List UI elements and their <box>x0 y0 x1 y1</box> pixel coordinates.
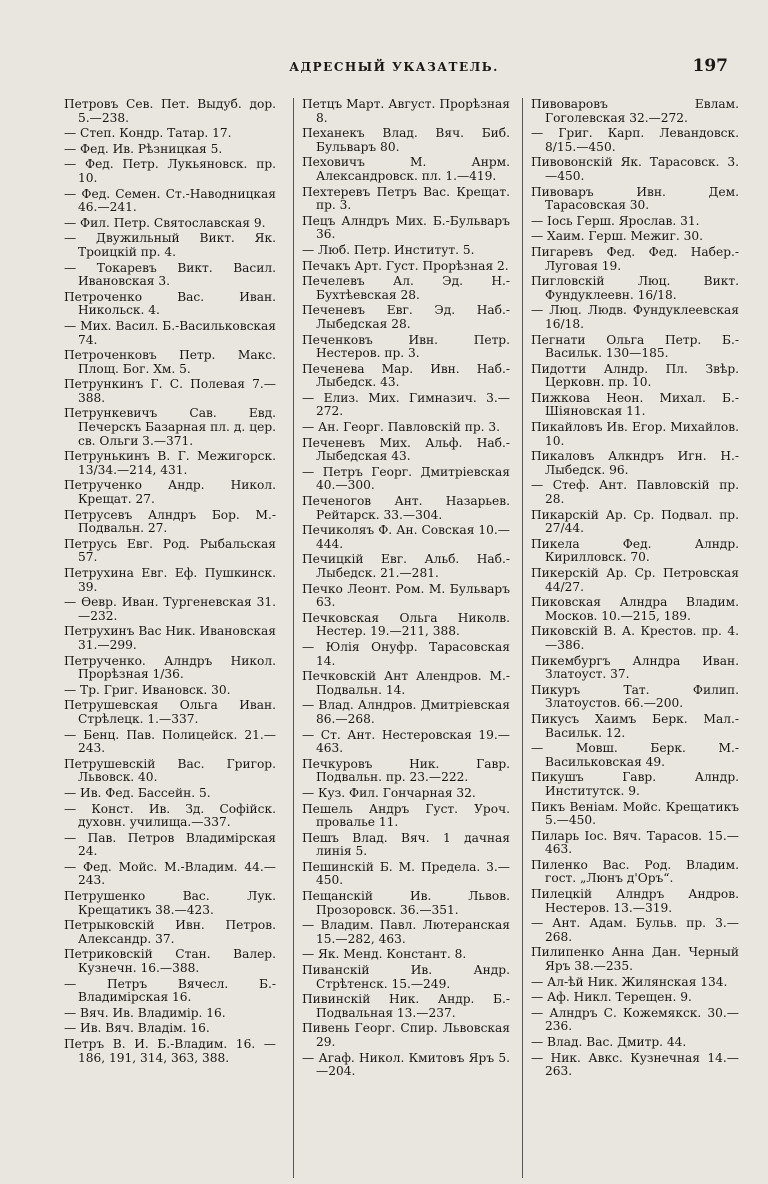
directory-entry: — Ив. Вяч. Владім. 16. <box>64 1021 210 1036</box>
directory-entry: Пеховичъ М. Анрм. Александровск. пл. 1.—419. <box>302 155 510 183</box>
directory-entry: Пехтеревъ Петръ Вас. Крещат. пр. 3. <box>302 184 510 213</box>
directory-entry: Печеногов Ант. Назарьев. Рейтарск. 33.—304. <box>302 494 510 522</box>
directory-entry: — Вяч. Ив. Владимір. 16. <box>64 1005 226 1020</box>
directory-entry: Пивоваровъ Евлам. Гоголевская 32.—272. <box>531 98 739 125</box>
directory-entry: Печко Леонт. Ром. М. Бульваръ 63. <box>302 581 510 610</box>
directory-entry: — Фед. Семен. Ст.-Наводницкая 46.—241. <box>64 186 276 215</box>
directory-entry: Петроченковъ Петр. Макс. Площ. Бог. Хм. 5. <box>64 348 276 376</box>
directory-entry: Петрункевичъ Сав. Евд. Печерскъ Базарная пл. д. цер. св. Ольги 3.—371. <box>64 406 276 448</box>
directory-entry: — Тр. Григ. Ивановск. 30. <box>64 682 231 697</box>
directory-entry: Пикайловъ Ив. Егор. Михайлов. 10. <box>531 420 739 448</box>
directory-entry: Пикуръ Тат. Филип. Златоустов. 66.—200. <box>531 682 739 711</box>
directory-entry: Пивень Георг. Спир. Львовская 29. <box>302 1021 510 1049</box>
directory-entry: Петрушевская Ольга Иван. Стрѣлецк. 1.—337. <box>64 698 276 726</box>
directory-entry: — Люц. Людв. Фундуклеевская 16/18. <box>531 303 739 331</box>
column-3 <box>522 98 739 1178</box>
directory-entry: — Елиз. Мих. Гимназич. 3.—272. <box>302 390 510 419</box>
directory-entry: Пиковскій В. А. Крестов. пр. 4.—386. <box>531 624 739 652</box>
directory-entry: Пикъ Веніам. Мойс. Крещатикъ 5.—450. <box>531 799 739 828</box>
directory-entry: — Ник. Авкс. Кузнечная 14.—263. <box>531 1050 739 1079</box>
directory-entry: — Степ. Кондр. Татар. 17. <box>64 126 232 141</box>
directory-entry: — Хаим. Герш. Межиг. 30. <box>531 229 704 244</box>
directory-entry: Пикерскій Ар. Ср. Петровская 44/27. <box>531 566 739 594</box>
directory-entry: Пеханекъ Влад. Вяч. Биб. Бульваръ 80. <box>302 126 510 154</box>
directory-entry: — Двужильный Викт. Як. Троицкій пр. 4. <box>64 231 276 259</box>
directory-entry: Печенковъ Ивн. Петр. Нестеров. пр. 3. <box>302 332 510 361</box>
directory-entry: Пикаловъ Алкндръ Игн. Н.-Лыбедск. 96. <box>531 449 739 477</box>
directory-entry: — Ант. Адам. Бульв. пр. 3.—268. <box>531 916 739 944</box>
directory-entry: — Люб. Петр. Институт. 5. <box>302 242 475 257</box>
directory-entry: Петрухинъ Вас Ник. Ивановская 31.—299. <box>64 624 276 652</box>
directory-entry: — Як. Менд. Констант. 8. <box>302 947 467 962</box>
directory-entry: — Стеф. Ант. Павловскій пр. 28. <box>531 478 739 507</box>
directory-entry: Пигаревъ Фед. Фед. Набер.-Луговая 19. <box>531 244 739 273</box>
directory-entry: Пилипенко Анна Дан. Черный Яръ 38.—235. <box>531 945 739 974</box>
directory-entry: Петриковскій Стан. Валер. Кузнечн. 16.—388. <box>64 947 276 976</box>
directory-entry: — Влад. Вас. Дмитр. 44. <box>531 1035 687 1049</box>
directory-entry: Печеневъ Мих. Альф. Наб.-Лыбедская 43. <box>302 435 510 464</box>
column-2 <box>293 98 510 1178</box>
directory-entry: Петрушенко Вас. Лук. Крещатикъ 38.—423. <box>64 889 276 917</box>
directory-entry: — Ив. Фед. Бассейн. 5. <box>64 785 211 800</box>
directory-entry: Петрусь Евг. Род. Рыбальская 57. <box>64 536 276 565</box>
directory-entry: Пиковская Алндра Владим. Москов. 10.—215, 189. <box>531 595 739 623</box>
directory-entry: Пигловскій Люц. Викт. Фундуклеевн. 16/18. <box>531 274 739 302</box>
directory-entry: — Конст. Ив. Зд. Софійск. духовн. училища.—337. <box>64 801 276 830</box>
directory-entry: Пегнати Ольга Петр. Б.-Васильк. 130—185. <box>531 332 739 361</box>
directory-entry: — Бенц. Пав. Полицейск. 21.—243. <box>64 727 276 756</box>
directory-entry: Петрученко. Алндръ Никол. Прорѣзная 1/36. <box>64 653 276 682</box>
page-number: 197 <box>692 56 728 76</box>
directory-entry: Пижкова Неон. Михал. Б.-Шіяновская 11. <box>531 390 739 419</box>
directory-entry: Пешъ Влад. Вяч. 1 дачная линія 5. <box>302 830 510 859</box>
directory-entry: Петръ В. И. Б.-Владим. 16. —186, 191, 314, 363, 388. <box>64 1037 276 1065</box>
directory-entry: Печковскій Ант Алендров. М.-Подвальн. 14. <box>302 669 510 697</box>
directory-entry: — Ст. Ант. Нестеровская 19.—463. <box>302 727 510 756</box>
directory-entry: — Мовш. Берк. М.-Васильковская 49. <box>531 741 739 769</box>
directory-entry: — Влад. Алндров. Дмитріевская 86.—268. <box>302 698 510 726</box>
directory-entry: Пецъ Алндръ Мих. Б.-Бульваръ 36. <box>302 213 510 242</box>
directory-entry: — Өевр. Иван. Тургеневская 31.—232. <box>64 595 276 623</box>
directory-entry: — Пав. Петров Владимірская 24. <box>64 830 276 859</box>
directory-entry: — Ан. Георг. Павловскій пр. 3. <box>302 420 501 435</box>
directory-entry: Печелевъ Ал. Эд. Н.-Бухтѣевская 28. <box>302 274 510 302</box>
directory-entry: Печицкій Евг. Альб. Наб.-Лыбедск. 21.—281. <box>302 552 510 580</box>
directory-entry: — Фил. Петр. Святославская 9. <box>64 215 266 230</box>
directory-entry: — Агаф. Никол. Кмитовъ Яръ 5.—204. <box>302 1050 510 1079</box>
directory-entry: Печкуровъ Ник. Гавр. Подвальн. пр. 23.—222. <box>302 756 510 785</box>
directory-entry: Петрученко Андр. Никол. Крещат. 27. <box>64 478 276 507</box>
directory-entry: Петрухина Евг. Еф. Пушкинск. 39. <box>64 566 276 594</box>
column-1 <box>64 98 276 1178</box>
directory-entry: Пешинскій Б. М. Предела. 3.—450. <box>302 859 510 888</box>
page-header <box>60 56 728 82</box>
directory-entry: — Фед. Ив. Рѣзницкая 5. <box>64 141 223 156</box>
directory-entry: — Юлія Онуфр. Тарасовская 14. <box>302 639 510 668</box>
directory-entry: Печенева Мар. Ивн. Наб.-Лыбедск. 43. <box>302 361 510 390</box>
directory-entry: — Петръ Георг. Дмитріевская 40.—300. <box>302 464 510 493</box>
directory-entry: Пикела Фед. Алндр. Кирилловск. 70. <box>531 536 739 565</box>
directory-entry: — Мих. Васил. Б.-Васильковская 74. <box>64 318 276 347</box>
directory-entry: — Ал-ѣй Ник. Жилянская 134. <box>531 974 728 989</box>
directory-entry: Пидотти Алндр. Пл. Звѣр. Церковн. пр. 10. <box>531 361 739 390</box>
running-head: АДРЕСНЫЙ УКАЗАТЕЛЬ. <box>289 60 499 74</box>
directory-entry: Петроченко Вас. Иван. Никольск. 4. <box>64 289 276 318</box>
directory-entry: Пикусъ Хаимъ Берк. Мал.-Васильк. 12. <box>531 711 739 740</box>
directory-entry: Пиларь Іос. Вяч. Тарасов. 15.—463. <box>531 828 739 857</box>
directory-entry: Петрыковскій Ивн. Петров. Александр. 37. <box>64 918 276 946</box>
directory-entry: Пещанскій Ив. Львов. Прозоровск. 36.—351. <box>302 889 510 917</box>
directory-entry: Печиколяъ Ф. Ан. Совская 10.—444. <box>302 523 510 551</box>
directory-entry: Петрушевскій Вас. Григор. Львовск. 40. <box>64 756 276 785</box>
directory-entry: Пикембургъ Алндра Иван. Златоуст. 37. <box>531 653 739 682</box>
directory-entry: — Куз. Фил. Гончарная 32. <box>302 785 476 800</box>
directory-entry: Петрусевъ Алндръ Бор. М.-Подвальн. 27. <box>64 507 276 536</box>
directory-entry: Петровъ Сев. Пет. Выдуб. дор. 5.—238. <box>64 98 276 125</box>
directory-entry: Печакъ Арт. Густ. Прорѣзная 2. <box>302 258 509 273</box>
directory-entry: Петрунькинъ В. Г. Межигорск. 13/34.—214, 431. <box>64 449 276 477</box>
directory-entry: Петцъ Март. Август. Прорѣзная 8. <box>302 98 510 125</box>
directory-entry: Пилецкій Алндръ Андров. Нестеров. 13.—319. <box>531 887 739 915</box>
directory-entry: — Фед. Мойс. М.-Владим. 44.—243. <box>64 859 276 888</box>
directory-entry: Пикарскій Ар. Ср. Подвал. пр. 27/44. <box>531 507 739 536</box>
directory-entry: — Фед. Петр. Лукьяновск. пр. 10. <box>64 157 276 185</box>
directory-entry: — Петръ Вячесл. Б.-Владимірская 16. <box>64 976 276 1005</box>
directory-entry: Пешель Андръ Густ. Уроч. провалье 11. <box>302 801 510 830</box>
directory-entry: Печеневъ Евг. Эд. Наб.-Лыбедская 28. <box>302 303 510 331</box>
directory-entry: Пивоваръ Ивн. Дем. Тарасовская 30. <box>531 184 739 213</box>
directory-entry: — Токаревъ Викт. Васил. Ивановская 3. <box>64 260 276 289</box>
directory-entry: Пикушъ Гавр. Алндр. Институтск. 9. <box>531 770 739 798</box>
directory-entry: Печковская Ольга Николв. Нестер. 19.—211, 388. <box>302 610 510 639</box>
directory-columns <box>64 98 739 1178</box>
directory-entry: Пиленко Вас. Род. Владим. гост. „Люнъ д'Оръ“. <box>531 857 739 886</box>
directory-entry: — Аф. Никл. Терещен. 9. <box>531 990 692 1005</box>
directory-entry: — Григ. Карп. Левандовск. 8/15.—450. <box>531 126 739 154</box>
directory-entry: — Владим. Павл. Лютеранская 15.—282, 463. <box>302 918 510 946</box>
directory-entry: Пиванскій Ив. Андр. Стрѣтенск. 15.—249. <box>302 963 510 991</box>
directory-entry: Петрункинъ Г. С. Полевая 7.—388. <box>64 377 276 405</box>
directory-entry: — Алндръ С. Кожемякск. 30.—236. <box>531 1005 739 1034</box>
directory-entry: Пивовонскій Як. Тарасовск. 3.—450. <box>531 155 739 183</box>
directory-entry: Пивинскій Ник. Андр. Б.-Подвальная 13.—237. <box>302 992 510 1020</box>
directory-entry: — Іось Герш. Ярослав. 31. <box>531 213 700 228</box>
